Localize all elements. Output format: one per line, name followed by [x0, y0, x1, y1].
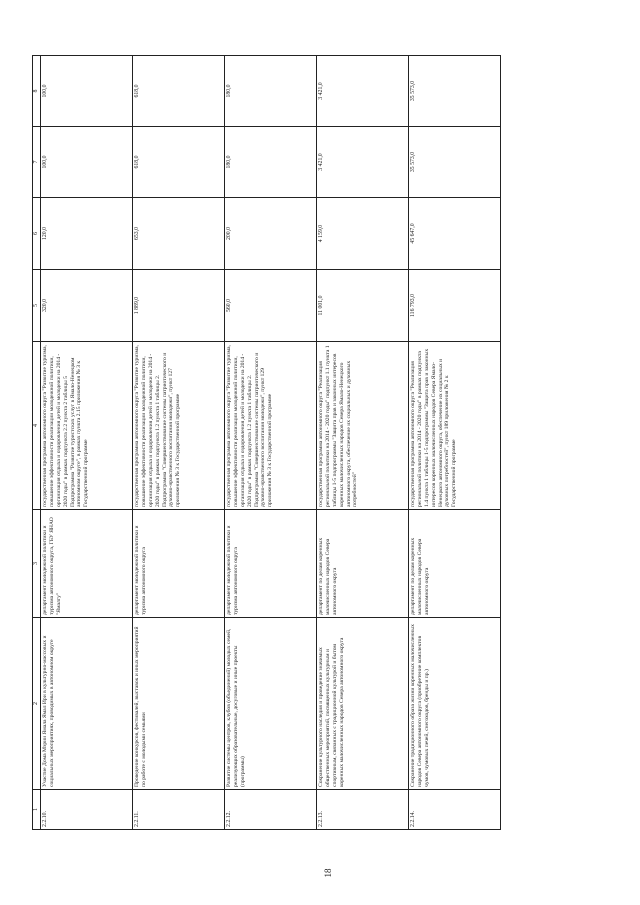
funding-year-3: 3 421,0	[317, 56, 409, 127]
funding-year-2: 100,0	[41, 127, 133, 198]
measure-name: Сохранение культурного наследия и проведение значимых общественных мероприятий, посвященных культурным и спортивным, связанных с традиционной культурой и бытом коренных малочисленных народов Севера автономного округа	[317, 618, 409, 790]
column-number: 4	[33, 342, 41, 510]
measures-table	[32, 55, 501, 830]
row-number: 2.2.10.	[41, 790, 133, 830]
funding-year-2: 180,0	[225, 127, 317, 198]
funding-total: 320,0	[41, 270, 133, 342]
funding-year-1: 120,0	[41, 198, 133, 270]
row-number: 2.2.11.	[133, 790, 225, 830]
table-row	[225, 56, 317, 830]
column-number: 2	[33, 618, 41, 790]
funding-year-3: 180,0	[225, 56, 317, 127]
column-number-row	[33, 56, 41, 830]
column-number: 8	[33, 56, 41, 127]
table-row	[133, 56, 225, 830]
program-source: государственная программа автономного округа "Реализация региональной политики на 2014 - 2020 годы" в рамках подпункта 1.4 пункта 1 таблицы 1-5 подпрограммы "Защита прав и законных интересов коренных малочисленных народов Севера Ямало-Ненецкого автономного округа, обеспечение их социальных и духовных потребностей", пункт 189 приложения № 2 к Государственной программе	[409, 342, 501, 510]
measure-name: Проведение конкурсов, фестивалей, выставок и иных мероприятий по работе с молодыми семьями	[133, 618, 225, 790]
funding-year-2: 618,0	[133, 127, 225, 198]
column-number: 1	[33, 790, 41, 830]
measure-name: Участие Дома Мэрии Ямала Ямал Ири в культурно-массовых и социальных мероприятиях, проводимых в автономном округе	[41, 618, 133, 790]
executor: департамент молодежной политики и туризма автономного округа, ГБУ ЯНАО "Ямалгу"	[41, 510, 133, 618]
executor: департамент молодежной политики и туризма автономного округа	[133, 510, 225, 618]
funding-total: 1 889,0	[133, 270, 225, 342]
funding-year-1: 200,0	[225, 198, 317, 270]
executor: департамент молодежной политики и туризма автономного округа	[225, 510, 317, 618]
rotated-page-content	[32, 56, 608, 830]
row-number: 2.2.12.	[225, 790, 317, 830]
column-number: 6	[33, 198, 41, 270]
funding-year-2: 3 421,0	[317, 127, 409, 198]
page-number: 18	[323, 868, 333, 878]
program-source: государственная программа автономного округа "Реализация региональной политики на 2014 - 2020 годы" подпункт 1.1 пункта 1 таблицы 1-5 подпрограммы "Защита прав и законных интересов коренных малочисленных народов Севера Ямало-Ненецкого автономного округа, обеспечение их социальных и духовных потребностей"	[317, 342, 409, 510]
row-number: 2.2.13.	[317, 790, 409, 830]
program-source: государственная программа автономного округа "Развитие туризма, повышение эффективности реализации молодежной политики, организация отдыха и оздоровления детей и молодежи на 2014 - 2020 годы" в рамках подпункта 1.2 пункта 1 таблицы 2. Подпрограмма "Совершенствование системы патриотического и духовно-нравственного воспитания молодежи", пункт 129 приложения № 3 к Государственной программе	[225, 342, 317, 510]
measure-name: Сохранение традиционного образа жизни коренных малочисленных народов Севера автономного округа (приобретение комплектов чумов, чумовых печей, снегоходов, бренды и пр.)	[409, 618, 501, 790]
funding-total: 116 793,0	[409, 270, 501, 342]
row-number: 2.2.14.	[409, 790, 501, 830]
column-number: 3	[33, 510, 41, 618]
measure-name: Развитие системы центров, клубов (объединений) молодых семей, реализующих образовательные, досуговые и иные проекты (программы)	[225, 618, 317, 790]
column-number: 5	[33, 270, 41, 342]
funding-year-3: 100,0	[41, 56, 133, 127]
funding-total: 560,0	[225, 270, 317, 342]
funding-total: 11 001,0	[317, 270, 409, 342]
funding-year-1: 653,0	[133, 198, 225, 270]
funding-year-2: 35 573,0	[409, 127, 501, 198]
column-number: 7	[33, 127, 41, 198]
program-source: государственная программа автономного округа "Развитие туризма, повышение эффективности реализации молодежной политики, организация отдыха и оздоровления детей и молодежи на 2014 - 2020 годы" в рамках подпункта 2.2 пункта 2 таблицы 5 Подпрограмма "Развитие туристских услуг в Ямало-Ненецком автономном округе", в рамках пункта 2.15 приложения № 3 к Государственной программе	[41, 342, 133, 510]
table-row	[317, 56, 409, 830]
executor: департамент по делам коренных малочисленных народов Севера автономного округа	[409, 510, 501, 618]
program-source: государственная программа автономного округа "Развитие туризма, повышение эффективности реализации молодежной политики, организация отдыха и оздоровления детей и молодежи на 2014 - 2020 годы" в рамках подпункта 1.2 пункта 1 таблицы 2. Подпрограмма "Совершенствование системы патриотического и духовно-нравственного воспитания молодежи", пункт 127 приложения № 3 к Государственной программе	[133, 342, 225, 510]
funding-year-3: 618,0	[133, 56, 225, 127]
table-row	[409, 56, 501, 830]
executor: департамент по делам коренных малочисленных народов Севера автономного округа	[317, 510, 409, 618]
funding-year-1: 45 647,0	[409, 198, 501, 270]
funding-year-3: 35 573,0	[409, 56, 501, 127]
funding-year-1: 4 159,0	[317, 198, 409, 270]
table-row	[41, 56, 133, 830]
